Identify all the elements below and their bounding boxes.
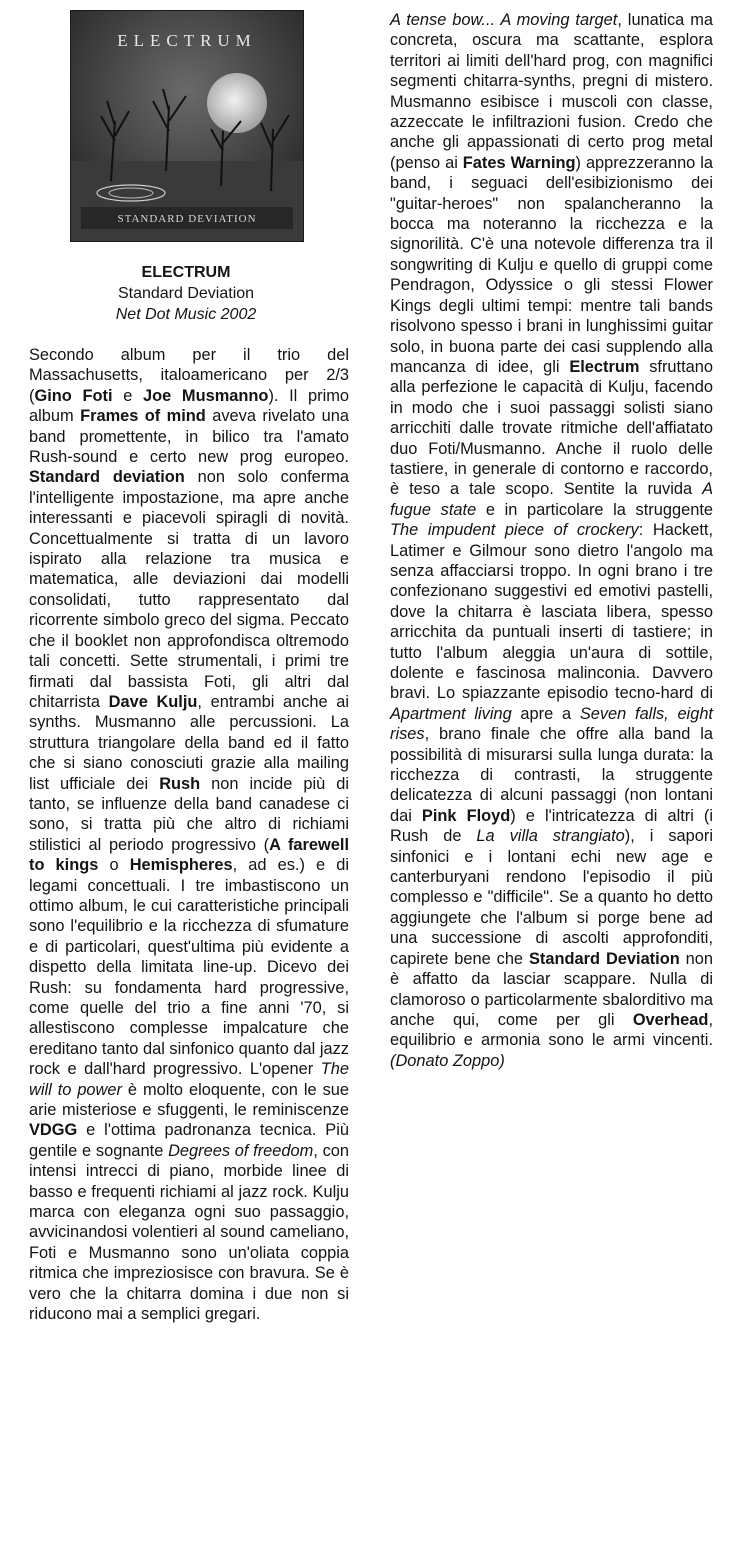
text-run: e in particolare la struggente <box>476 500 714 519</box>
bold-text-run: Pink Floyd <box>421 806 511 825</box>
italic-text-run: (Donato Zoppo) <box>390 1051 505 1070</box>
bold-text-run: Gino Foti <box>34 386 113 405</box>
album-title: Standard Deviation <box>117 285 255 302</box>
review-text-right <box>390 10 713 1071</box>
italic-text-run: Apartment living <box>390 704 512 723</box>
text-run: e <box>112 386 143 405</box>
text-run: non è affatto da lasciar scappare. Nulla di clamoroso o particolarmente sbalorditivo ma anche qui, come per gli <box>390 949 713 1029</box>
album-heading <box>70 262 302 325</box>
text-run: , lunatica ma concreta, oscura ma scattante, esplora territori ai limiti dell'hard prog, con magnifici segmenti chitarra-synths, pregni di mistero. Musmanno esibisce i muscoli con classe, azzeccate le infiltrazioni fusion. Credo che anche gli appassionati di certo prog metal (penso ai <box>390 11 713 172</box>
text-run: : Hackett, Latimer e Gilmour sono dietro l'angolo ma senza affacciarsi troppo. In ogni brano i tre confezionano suggestivi ed emotivi pastelli, dove la chitarra è lasciata libera, spesso arricchita da puntuali inserti di tastiere; in tutto l'album aleggia un'aura di sottile, dolente e fascinosa malinconia. Davvero bravi. Lo spiazzante episodio tecno-hard di <box>390 521 713 703</box>
band-name: ELECTRUM <box>141 264 231 281</box>
text-run: e l'ottima padronanza tecnica. Più gentile e sognante <box>29 1121 349 1160</box>
review-text-left <box>29 345 349 1325</box>
cover-subtitle-text: STANDARD DEVIATION <box>117 213 257 225</box>
review-column-right <box>390 10 713 1071</box>
bold-text-run: Standard Deviation <box>528 949 680 968</box>
text-run: ), i sapori sinfonici e i lontani echi new age e canterburyani rendono l'episodio il più complesso e "difficile". Se a quanto ho detto aggiungete che l'album si porge bene ad una successione di ascolti approfonditi, capirete bene che <box>390 827 714 968</box>
bleed-through-text <box>336 0 376 330</box>
italic-text-run: A fugue state <box>390 480 713 519</box>
bold-text-run: Electrum <box>569 357 640 376</box>
album-cover-image <box>70 10 304 242</box>
cover-logo-text: ELECTRUM <box>117 31 257 50</box>
text-run: apre a <box>511 704 580 723</box>
bold-text-run: Fates Warning <box>462 153 576 172</box>
italic-text-run: The will to power <box>29 1060 349 1099</box>
text-run: sfruttano alla perfezione le capacità di Kulju, facendo in modo che i suoi passaggi solisti siano arricchiti dalle trovate ritmiche dell'affiatato duo Foti/Musmanno. Anche il ruolo delle tastiere, in generale di contorno e raccordo, è teso a tale scopo. Sentite la ruvida <box>390 357 713 499</box>
text-run: ) e l'intricatezza di altri (i Rush de <box>390 806 714 846</box>
text-run: è molto eloquente, con le sue arie misteriose e sfuggenti, le reminiscenze <box>29 1080 349 1120</box>
text-run: Secondo album per il trio del Massachusetts, italoamericano per 2/3 ( <box>29 346 349 405</box>
bold-text-run: VDGG <box>29 1121 78 1140</box>
italic-text-run: A tense bow... A moving target <box>390 11 618 29</box>
bold-text-run: Frames of mind <box>80 407 206 426</box>
bold-text-run: Rush <box>159 774 201 793</box>
text-run: non incide più di tanto, se influenze della band canadese ci sono, si tratta più che altro di richiami stilistici al periodo progressivo ( <box>29 774 349 854</box>
italic-text-run: The impudent piece of crockery <box>390 521 639 540</box>
bold-text-run: Hemispheres <box>129 856 233 875</box>
text-run: aveva rivelato una band promettente, in bilico tra l'amato Rush-sound e certo new prog europeo. <box>29 407 349 467</box>
text-run: ) apprezzeranno la band, i seguaci dell'esibizionismo dei "guitar-heroes" non spalancheranno la bocca ma noteranno la ricchezza e la signorilità. C'è una notevole differenza tra il songwriting di Kulju e quello di gruppi come Pendragon, Odyssice o gli stessi Flower Kings degli ultimi tempi: mentre tali bands risolvono spesso i brani in lunghissimi guitar solo, in buona parte dei casi supplendo alla mancanza di idee, gli <box>390 153 714 376</box>
text-run: non solo conferma l'intelligente impostazione, ma apre anche interessanti e piacevoli spiragli di novità. Concettualmente si tratta di un lavoro ispirato alla relazione tra musica e matematica, alle deviazioni dai modelli consolidati, tutto rappresentato dal ricorrente simbolo greco del sigma. Peccato che il booklet non approfondisca oltremodo tali concetti. Sette strumentali, i primi tre firmati dal bassista Foti, gli altri dal chitarrista <box>29 468 349 711</box>
bold-text-run: Overhead <box>632 1010 709 1029</box>
text-run: o <box>98 856 130 875</box>
text-run: , brano finale che offre alla band la possibilità di misurarsi sulla lunga durata: la ricchezza di contrasti, la struggente delicatezza di alcuni passaggi (non lontani dai <box>390 725 713 825</box>
text-run: ). Il primo album <box>29 386 349 426</box>
text-run: , equilibrio e armonia sono le armi vincenti. <box>390 1010 713 1050</box>
text-run: , con intensi intrecci di piano, morbide linee di basso e frequenti richiami al jazz rock. Kulju marca con eleganza ogni suo passaggio, avvicinandosi volentieri al sound cameliano, Foti e Musmanno sono un'oliata coppia ritmica che impreziosisce con bravura. Se è vero che la chitarra domina i due non si riducono mai a semplici gregari. <box>29 1141 349 1324</box>
bold-text-run: Dave Kulju <box>108 692 198 711</box>
bleed-through-footer <box>390 1548 730 1566</box>
bold-text-run: Standard deviation <box>29 468 185 487</box>
italic-text-run: La villa strangiato <box>476 827 625 846</box>
italic-text-run: Degrees of freedom <box>168 1141 314 1160</box>
text-run: , entrambi anche ai synths. Musmanno alle percussioni. La struttura triangolare della band ed il fatto che si siano conosciuti grazie alla mailing list ufficiale dei <box>29 692 349 793</box>
text-run: , ad es.) e di legami concettuali. I tre imbastiscono un ottimo album, le cui caratteristiche principali sono l'equilibrio e la ricchezza di sfumature e di particolari, quest'ultima più evidente a dispetto della limitata line-up. Dicevo dei Rush: su fondamenta hard progressive, come quelle del trio a fine anni '70, si allestiscono complesse impalcature che ereditano tanto dal sinfonico quanto dal jazz rock e dall'hard progressivo. L'opener <box>29 856 349 1079</box>
bold-text-run: A farewell to kings <box>29 835 350 875</box>
record-label: Net Dot Music 2002 <box>115 306 257 323</box>
bold-text-run: Joe Musmanno <box>143 386 269 405</box>
italic-text-run: Seven falls, eight rises <box>390 704 713 744</box>
